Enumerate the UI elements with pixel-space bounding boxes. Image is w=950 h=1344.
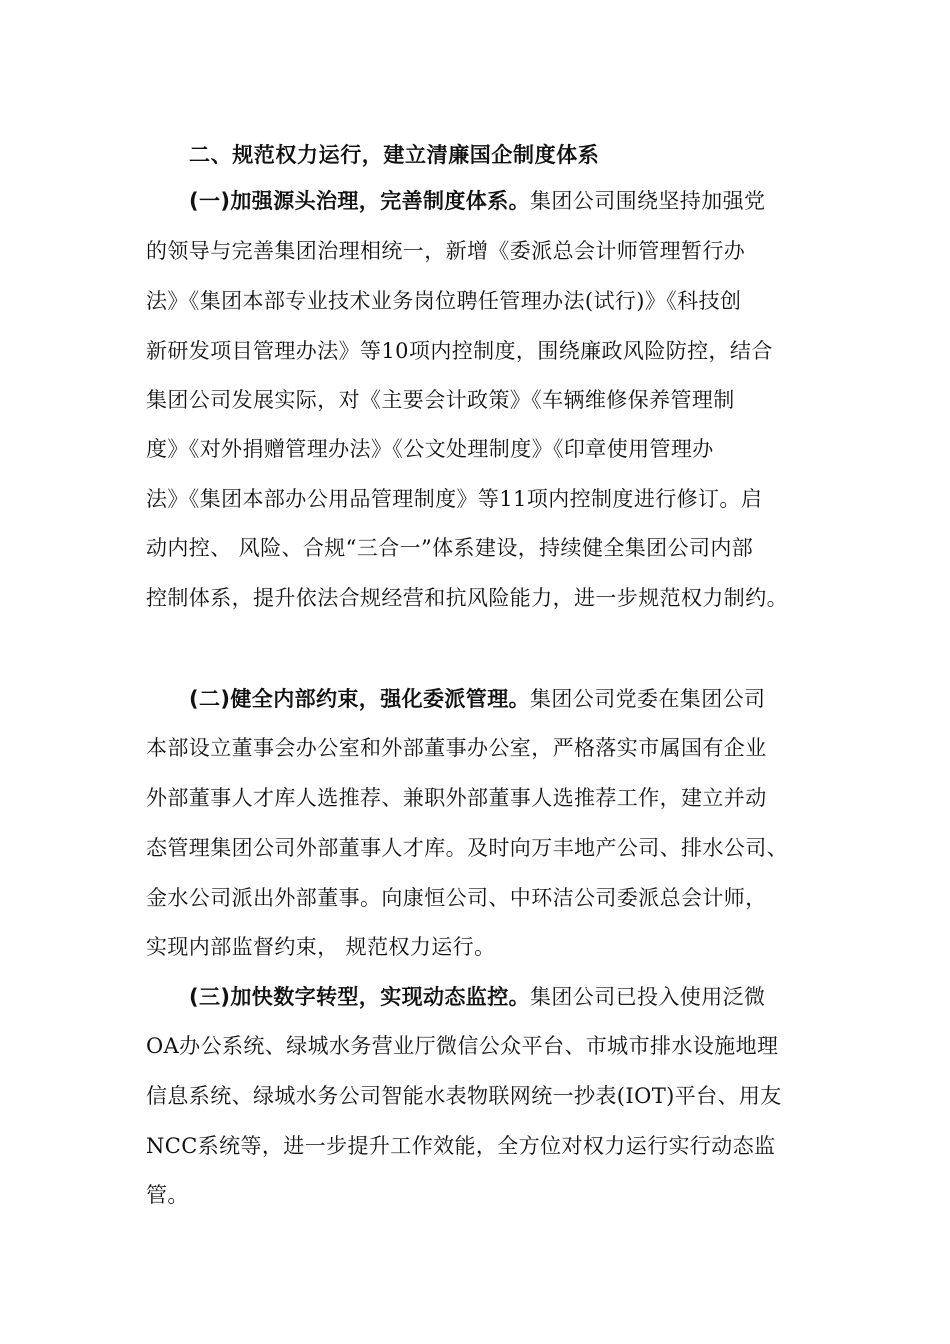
- paragraph-1-line-5: 度》《对外捐赠管理办法》《公文处理制度》《印章使用管理办: [146, 437, 714, 461]
- paragraph-1-line-6: 法》《集团本部办公用品管理制度》等11项内控制度进行修订。启: [146, 487, 763, 511]
- paragraph-3-lead: (三)加快数字转型，实现动态监控。: [189, 985, 530, 1009]
- paragraph-2-line-3: 态管理集团公司外部董事人才库。及时向万丰地产公司、排水公司、: [146, 836, 788, 860]
- paragraph-3-line-0: 集团公司已投入使用泛微: [530, 985, 766, 1009]
- paragraph-2-line-0: 集团公司党委在集团公司: [530, 687, 766, 711]
- paragraph-2-first-line: [189, 684, 765, 714]
- paragraph-1-line-7: 动内控、 风险、合规“三合一”体系建设，持续健全集团公司内部: [146, 536, 754, 560]
- paragraph-1-line-1: 的领导与完善集团治理相统一，新增《委派总会计师管理暂行办: [146, 239, 746, 263]
- paragraph-2-lead: (二)健全内部约束，强化委派管理。: [189, 687, 530, 711]
- paragraph-2-line-4: 金水公司派出外部董事。向康恒公司、中环洁公司委派总会计师，: [146, 886, 767, 910]
- paragraph-3-line-3: NCC系统等，进一步提升工作效能，全方位对权力运行实行动态监: [146, 1134, 776, 1158]
- paragraph-3-line-2: 信息系统、绿城水务公司智能水表物联网统一抄表(IOT)平台、用友: [146, 1084, 782, 1108]
- paragraph-1-line-0: 集团公司围绕坚持加强党: [530, 189, 766, 213]
- section-heading: 二、规范权力运行，建立清廉国企制度体系: [189, 143, 600, 167]
- paragraph-2-line-2: 外部董事人才库人选推荐、兼职外部董事人选推荐工作，建立并动: [146, 786, 767, 810]
- paragraph-1-line-3: 新研发项目管理办法》等10项内控制度，围绕廉政风险防控，结合: [146, 339, 773, 363]
- paragraph-1-first-line: [189, 186, 765, 216]
- paragraph-1-line-4: 集团公司发展实际，对《主要会计政策》《车辆维修保养管理制: [146, 388, 735, 412]
- paragraph-1-lead: (一)加强源头治理，完善制度体系。: [189, 189, 530, 213]
- paragraph-2-line-1: 本部设立董事会办公室和外部董事办公室，严格落实市属国有企业: [146, 736, 767, 760]
- paragraph-1-line-2: 法》《集团本部专业技术业务岗位聘任管理办法(试行)》《科技创: [146, 289, 742, 313]
- paragraph-3-line-1: OA办公系统、绿城水务营业厅微信公众平台、市城市排水设施地理: [146, 1034, 779, 1058]
- paragraph-1-line-8: 控制体系，提升依法合规经营和抗风险能力，进一步规范权力制约。: [146, 586, 788, 610]
- paragraph-2-line-5: 实现内部监督约束， 规范权力运行。: [146, 935, 496, 959]
- paragraph-3-line-4: 管。: [146, 1183, 189, 1207]
- paragraph-3-first-line: [189, 982, 765, 1012]
